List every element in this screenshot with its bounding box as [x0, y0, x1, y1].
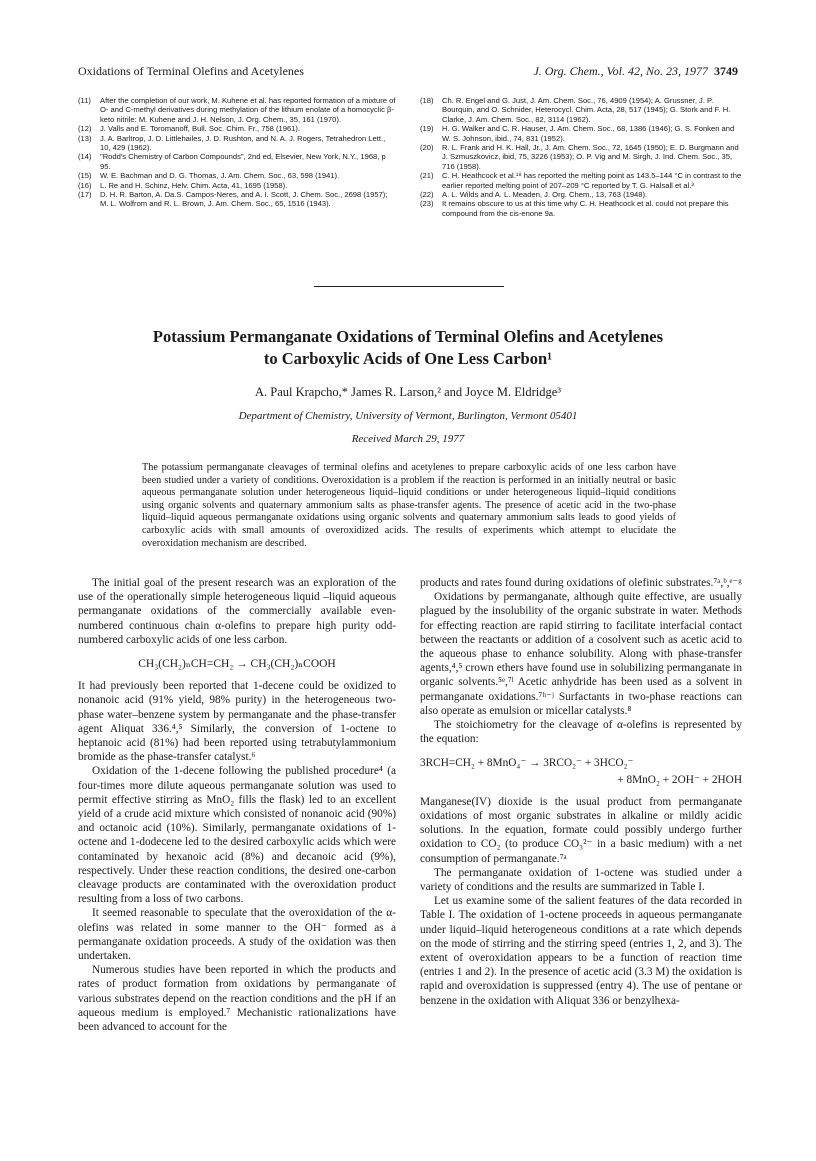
article-affiliation: Department of Chemistry, University of Vermont, Burlington, Vermont 05401 [238, 410, 578, 422]
section-divider [314, 286, 504, 287]
reference-item [78, 96, 396, 124]
reference-number: (11) [78, 96, 91, 105]
body-paragraph: The initial goal of the present research was an exploration of the use of the operationally simple heterogeneous liquid –liquid aqueous permanganate oxidations of the commercially available even-numbered continuous chain α-olefins to prepare high purity odd-numbered carboxylic acids of one less carbon. [78, 577, 396, 646]
reference-number: (20) [420, 143, 434, 153]
reference-text: W. E. Bachman and D. G. Thomas, J. Am. Chem. Soc., 63, 598 (1941). [100, 171, 340, 181]
reference-text: A. L. Wilds and A. L. Meaden, J. Org. Chem., 13, 763 (1948). [442, 190, 648, 200]
article-authors: A. Paul Krapcho,* James R. Larson,² and Joyce M. Eldridge³ [254, 385, 562, 399]
reference-number: (16) [78, 180, 92, 190]
journal-name: J. Org. Chem., Vol. 42, No. 23, 1977 [533, 64, 708, 78]
reference-text: "Rodd's Chemistry of Carbon Compounds", 2nd ed, Elsevier, New York, N.Y., 1968, p 95. [100, 152, 386, 171]
reference-number: (19) [420, 124, 434, 134]
page-number: 3749 [714, 64, 738, 78]
reference-item [420, 143, 742, 171]
body-paragraph: The stoichiometry for the cleavage of α-olefins is represented by the equation: [420, 719, 742, 746]
body-left-column [78, 576, 396, 1034]
reference-text: J. Valls and E. Toromanoff, Bull. Soc. Chim. Fr., 758 (1961). [100, 124, 301, 134]
body-paragraph: It had previously been reported that 1-decene could be oxidized to nonanoic acid (91% yield, 98% purity) in the heterogeneous two-phase water–benzene system by permanganate and the phase-transfer agent Aliquat 336.⁴,⁵ Similarly, the conversion of 1-octene to heptanoic acid (81%) had been reported using tetrabutylammonium bromide as the phase-transfer catalyst.⁶ [78, 680, 396, 764]
reference-number: (21) [420, 171, 434, 181]
running-header [78, 64, 738, 82]
reference-item [78, 181, 396, 190]
reference-number: (22) [420, 190, 434, 200]
reference-text: Ch. R. Engel and G. Just, J. Am. Chem. Soc., 76, 4909 (1954); A. Grussner, J. P. Bourquin, and O. Schnider, Heterocycl. Chim. Acta, 28, 517 (1945); G. Stork and F. H. Clarke, J. Am. Chem. Soc., 82, 3114 (1962). [442, 96, 731, 124]
reference-text: J. A. Barltrop, J. D. Littlehailes, J. D. Rushton, and N. A. J. Rogers, Tetrahedron Lett., 10, 429 (1962). [100, 133, 386, 153]
reference-number: (15) [78, 171, 92, 181]
reference-number: (23) [420, 199, 434, 209]
reference-item [420, 199, 742, 218]
running-title: Oxidations of Terminal Olefins and Acetylenes [78, 64, 304, 78]
reference-number: (18) [420, 96, 434, 105]
reference-item [420, 171, 742, 190]
journal-citation [533, 64, 738, 79]
reference-item [78, 171, 396, 180]
body-paragraph: Numerous studies have been reported in which the products and rates of product formation from oxidations by permanganate of various substrates depend on the reaction conditions and the pH if an aqueous medium is employed.⁷ Mechanistic rationalizations have been advanced to account for the [78, 964, 396, 1034]
body-paragraph: The permanganate oxidation of 1-octene was studied under a variety of conditions and the results are summarized in Table I. [420, 866, 742, 894]
reference-number: (17) [78, 190, 92, 200]
article-title [120, 326, 696, 370]
reference-text: It remains obscure to us at this time why C. H. Heathcock et al. could not prepare this compound from the cis-enone 9a. [442, 199, 729, 218]
reference-item [78, 152, 396, 171]
reference-item [420, 190, 742, 199]
reference-number: (14) [78, 152, 92, 162]
reference-item [78, 134, 396, 153]
received-date: Received March 29, 1977 [351, 433, 465, 445]
reference-text: D. H. R. Barton, A. Da.S. Campos-Neres, and A. I. Scott, J. Chem. Soc., 2698 (1957); M. L. Wolfrom and R. L. Brown, J. Am. Chem. Soc., 65, 1516 (1943). [100, 190, 388, 209]
body-paragraph: Manganese(IV) dioxide is the usual product from permanganate oxidations of most organic substrates in alkaline or mildly acidic solutions. In the equation, formate could possibly undergo further oxidation to CO₂ (to produce CO₃²⁻ in a basic medium) with a net consumption of permanganate.⁷ᵃ [420, 795, 742, 865]
reference-text: H. G. Walker and C. R. Hauser, J. Am. Chem. Soc., 68, 1386 (1946); G. S. Fonken and W. S. Johnson, ibid., 74, 831 (1952). [442, 124, 735, 143]
equation-stoichiometry-line-2: + 8MnO₂ + 2OH⁻ + 2HOH [617, 773, 742, 786]
equation-olefin-cleavage: CH₃(CH₂)ₙCH=CH₂ → CH₃(CH₂)ₙCOOH [138, 658, 336, 671]
reference-text: After the completion of our work, M. Kuhene et al. has reported formation of a mixture of O- and C-methyl derivatives during methylation of the lithium enolate of a homocyclic β-keto nitrile: M. Kuhene and J. H. Nelson, J. Org. Chem., 35, 161 (1970). [100, 96, 396, 124]
reference-number: (12) [78, 124, 92, 134]
abstract: The potassium permanganate cleavages of terminal olefins and acetylenes to prepare carboxylic acids of one less carbon have been studied under a variety of conditions. Overoxidation is a problem if the reaction is performed in an initially neutral or basic aqueous permanganate solution under heterogeneous liquid–liquid conditions or under heterogeneous liquid–liquid conditions using organic solvents and quaternary ammonium salts as phase-transfer agents. The presence of acetic acid in the two-phase liquid–liquid aqueous permanganate oxidations using organic solvents and quaternary ammonium salts leads to good yields of carboxylic acids with small amounts of overoxidized acids. The results of experiments which attempt to elucidate the overoxidation mechanism are described. [142, 462, 676, 549]
body-paragraph: Let us examine some of the salient features of the data recorded in Table I. The oxidation of 1-octene proceeds in aqueous permanganate under liquid–liquid heterogeneous conditions at a rate which depends on the mode of stirring and the stirring speed (entries 1, 2, and 3). The extent of overoxidation appears to be a function of reaction time (entries 1 and 2). In the presence of acetic acid (3.3 M) the oxidation is rapid and overoxidation is suppressed (entry 4). The use of pentane or benzene in the oxidation with Aliquat 336 or benzylhexa- [420, 895, 742, 1007]
reference-text: R. L. Frank and H. K. Hall, Jr., J. Am. Chem. Soc., 72, 1645 (1950); E. D. Burgmann and J. Szmuszkovicz, ibid, 75, 3226 (1953); O. P. Vig and M. Sirgh, J. Ind. Chem. Soc., 35, 716 (1958). [442, 143, 739, 171]
reference-text: C. H. Heathcock et al.¹⁸ has reported the melting point as 143.5–144 °C in contrast to the earlier reported melting point of 207–209 °C reported by T. G. Halsall et al.³ [442, 171, 742, 190]
references-right-column [420, 96, 742, 218]
reference-number: (13) [78, 133, 92, 143]
body-paragraph: products and rates found during oxidations of olefinic substrates.⁷ᵃ,ᵇ,ᵉ⁻ᵍ [420, 577, 742, 589]
body-paragraph: It seemed reasonable to speculate that the overoxidation of the α-olefins was related in some manner to the OH⁻ formed as a permanganate oxidation proceeds. A study of the oxidation was then undertaken. [78, 907, 396, 963]
body-paragraph: Oxidation of the 1-decene following the published procedure⁴ (a four-times more dilute aqueous permanganate solution was used to permit effective stirring as MnO₂ fills the flask) led to an excellent yield of a crude acid mixture which consisted of nonanoic acid (90%) and octanoic acid (10%). Similarly, permanganate oxidations of 1-octene and 1-dodecene led to the desired carboxylic acids which were contaminated by hexanoic acid (8%) and decanoic acid (9%), respectively. Under these reaction conditions, the desired one-carbon cleavage products are contaminated with the overoxidation product resulting from a loss of two carbons. [78, 765, 396, 906]
reference-text: L. Re and H. Schinz, Helv. Chim. Acta, 41, 1695 (1958). [100, 180, 288, 190]
references-left-column [78, 96, 396, 209]
body-right-column [420, 576, 742, 1008]
article-title-line-2: to Carboxylic Acids of One Less Carbon¹ [263, 349, 553, 368]
body-paragraph: Oxidations by permanganate, although quite effective, are usually plagued by the insolubility of the organic substrate in water. Methods for effecting reaction are rapid stirring to facilitate interfacial contact between the reactants or addition of a cosolvent such as acetic acid to the aqueous phase to enhance solubility. Along with phase-transfer agents,⁴,⁵ crown ethers have found use in solubilizing permanganate in organic solvents.⁵ᵉ,⁷ˡ Acetic anhydride has been used as a solvent in permanganate oxidations.⁷ʰ⁻ʲ Surfactants in two-phase reactions can also operate as emulsion or micellar catalysts.⁸ [420, 591, 742, 717]
equation-stoichiometry-line-1: 3RCH=CH₂ + 8MnO₄⁻ → 3RCO₂⁻ + 3HCO₂⁻ [420, 757, 634, 770]
reference-item [78, 124, 396, 133]
reference-item [78, 190, 396, 209]
article-title-line-1: Potassium Permanganate Oxidations of Terminal Olefins and Acetylenes [152, 327, 664, 346]
reference-item [420, 124, 742, 143]
reference-item [420, 96, 742, 124]
